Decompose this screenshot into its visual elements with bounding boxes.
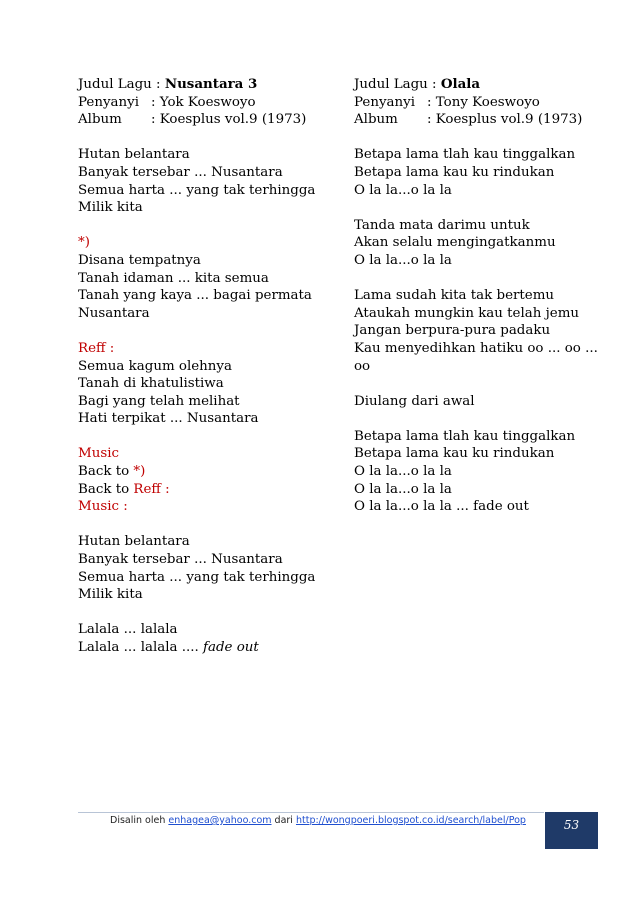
lyric-line: Betapa lama kau ku rindukan xyxy=(354,446,555,462)
left-song-column xyxy=(78,76,338,657)
back-to-target: *) xyxy=(133,464,146,480)
outro-text: Lalala ... lalala .... xyxy=(78,640,204,655)
lyric-line: Lalala ... lalala xyxy=(78,622,178,638)
lyric-line: Betapa lama tlah kau tinggalkan xyxy=(354,428,576,444)
lyric-line: Tanah idaman ... kita semua xyxy=(78,270,269,286)
repeat-note: Diulang dari awal xyxy=(354,393,475,409)
lyric-line: Lama sudah kita tak bertemu xyxy=(354,288,555,304)
right-song-column xyxy=(354,76,604,516)
album-value: : Koesplus vol.9 (1973) xyxy=(151,112,307,128)
page-number-box xyxy=(545,812,598,849)
lyric-line: Nusantara xyxy=(78,305,150,321)
lyric-line: oo xyxy=(354,358,371,374)
back-to-row xyxy=(78,481,338,499)
reff-label: Reff : xyxy=(78,340,115,356)
lyric-line: Semua harta ... yang tak terhingga xyxy=(78,182,316,198)
singer-value: : Tony Koeswoyo xyxy=(427,94,540,110)
lyric-line: Betapa lama tlah kau tinggalkan xyxy=(354,147,576,163)
music-label: Music xyxy=(78,446,119,462)
footer-url-link[interactable]: http://wongpoeri.blogspot.co.id/search/label/Pop xyxy=(295,815,526,826)
footer-middle: dari xyxy=(271,815,296,826)
back-to-target: Reff : xyxy=(133,481,170,497)
song-title-row xyxy=(354,76,604,94)
fade-out-text: fade out xyxy=(203,640,259,655)
lyric-line: Hutan belantara xyxy=(78,534,190,550)
lyric-line: O la la...o la la xyxy=(354,464,452,480)
song-title: Nusantara 3 xyxy=(164,76,258,92)
lyric-line: O la la...o la la xyxy=(354,252,452,268)
song-title: Olala xyxy=(440,76,481,92)
singer-row xyxy=(354,94,604,112)
footer-credit xyxy=(110,815,526,826)
lyric-line: O la la...o la la xyxy=(354,182,452,198)
lyric-line: Betapa lama kau ku rindukan xyxy=(354,164,555,180)
lyric-line: Banyak tersebar ... Nusantara xyxy=(78,164,283,180)
lyric-line: O la la...o la la ... fade out xyxy=(354,499,529,515)
title-key: Judul Lagu : xyxy=(78,77,165,92)
title-key: Judul Lagu : xyxy=(354,77,441,92)
lyric-line: Semua harta ... yang tak terhingga xyxy=(78,569,316,585)
lyric-line: Ataukah mungkin kau telah jemu xyxy=(354,305,580,321)
singer-row xyxy=(78,94,338,112)
back-to-text: Back to xyxy=(78,481,134,497)
music-label: Music : xyxy=(78,499,128,515)
lyric-line: Kau menyedihkan hatiku oo ... oo ... xyxy=(354,340,598,356)
lyric-line: O la la...o la la xyxy=(354,481,452,497)
song-title-row xyxy=(78,76,338,94)
footer-divider xyxy=(78,812,544,813)
lyric-line: Hati terpikat ... Nusantara xyxy=(78,411,259,427)
lyric-line: Akan selalu mengingatkanmu xyxy=(354,235,556,251)
page-number: 53 xyxy=(563,818,580,832)
album-row xyxy=(78,111,338,129)
lyric-line: Bagi yang telah melihat xyxy=(78,393,240,409)
section-marker: *) xyxy=(78,235,90,251)
lyric-line: Milik kita xyxy=(78,587,143,603)
lyric-line: Hutan belantara xyxy=(78,147,190,163)
lyric-line: Disana tempatnya xyxy=(78,252,201,268)
outro-row xyxy=(78,639,338,657)
singer-key: Penyanyi xyxy=(354,94,415,110)
lyric-line: Milik kita xyxy=(78,200,143,216)
album-row xyxy=(354,111,604,129)
lyric-line: Tanda mata darimu untuk xyxy=(354,217,530,233)
back-to-text: Back to xyxy=(78,464,134,480)
lyric-line: Semua kagum olehnya xyxy=(78,358,232,374)
album-key: Album xyxy=(78,112,122,128)
lyric-line: Jangan berpura-pura padaku xyxy=(354,323,551,339)
footer-prefix: Disalin oleh xyxy=(110,815,169,826)
singer-value: : Yok Koeswoyo xyxy=(151,94,256,110)
album-key: Album xyxy=(354,112,398,128)
singer-key: Penyanyi xyxy=(78,94,139,110)
lyric-line: Tanah yang kaya ... bagai permata xyxy=(78,288,312,304)
footer-email-link[interactable]: enhagea@yahoo.com xyxy=(168,815,272,826)
lyric-line: Tanah di khatulistiwa xyxy=(78,376,224,392)
album-value: : Koesplus vol.9 (1973) xyxy=(427,112,583,128)
lyric-line: Banyak tersebar ... Nusantara xyxy=(78,552,283,568)
back-to-row xyxy=(78,463,338,481)
